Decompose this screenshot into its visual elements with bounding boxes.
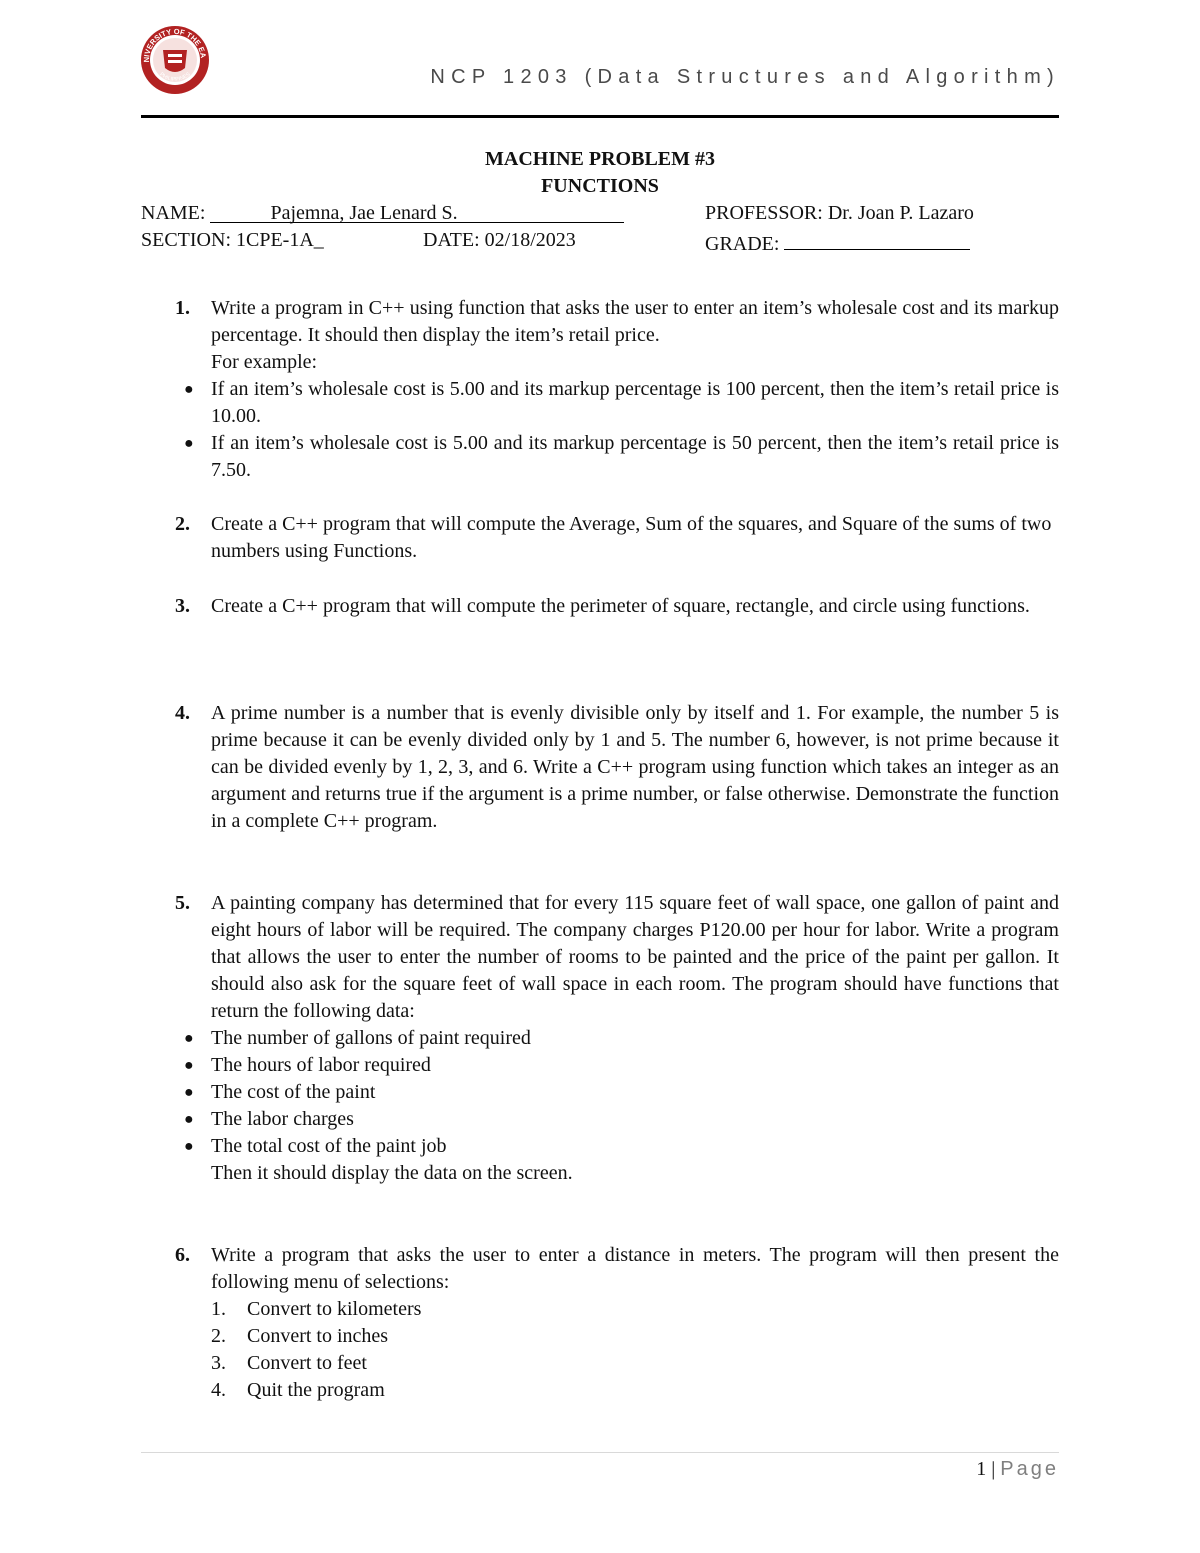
- name-row: [141, 202, 624, 225]
- closing-text: Then it should display the data on the screen.: [211, 1162, 573, 1184]
- example-label: For example:: [211, 351, 318, 373]
- list-item: ● The number of gallons of paint required: [141, 1025, 1059, 1052]
- professor-label: PROFESSOR:: [705, 202, 823, 224]
- section-row: [141, 229, 324, 252]
- university-seal-logo: [139, 24, 211, 96]
- list-item: ● The total cost of the paint job: [141, 1133, 1059, 1160]
- menu-item: 3. Convert to feet: [211, 1352, 367, 1374]
- bullet-icon: ●: [184, 435, 194, 452]
- professor-value: Dr. Joan P. Lazaro: [827, 202, 974, 224]
- bullet-icon: ●: [184, 1030, 194, 1047]
- list-item: ● If an item’s wholesale cost is 5.00 and its markup percentage is 100 percent, then the item’s retail price is 10.00.: [184, 378, 1059, 427]
- name-field: [210, 202, 624, 223]
- grade-label: GRADE:: [705, 233, 780, 255]
- question-number: 2.: [175, 513, 190, 535]
- footer-rule: [141, 1452, 1059, 1453]
- page-footer: [800, 1458, 1059, 1481]
- professor-row: [705, 202, 974, 225]
- document-title: MACHINE PROBLEM #3: [485, 148, 715, 170]
- question-number: 5.: [175, 892, 190, 914]
- bullet-icon: ●: [184, 381, 194, 398]
- date-value: 02/18/2023: [484, 229, 576, 251]
- list-item: ● The hours of labor required: [141, 1052, 1059, 1079]
- question-6: [141, 1242, 1059, 1404]
- section-label: SECTION:: [141, 229, 231, 251]
- document-subtitle: FUNCTIONS: [541, 175, 659, 197]
- logo-subtext: PHILIPPINES: [158, 71, 192, 83]
- menu-item: 1. Convert to kilometers: [211, 1298, 422, 1320]
- question-text: A prime number is a number that is evenly divisible only by itself and 1. For example, the number 5 is prime because it can be evenly divided only by 1 and 5. The number 6, however, is not prime because it can be divided evenly by 1, 2, 3, and 6. Write a C++ program using function which takes an integer as an argument and returns true if the argument is a prime number, or false otherwise. Demonstrate the function in a complete C++ program.: [211, 702, 1059, 832]
- question-number: 1.: [175, 297, 190, 319]
- question-number: 6.: [175, 1244, 190, 1266]
- list-item: ● If an item’s wholesale cost is 5.00 and its markup percentage is 50 percent, then the item’s retail price is 7.50.: [184, 432, 1059, 481]
- page-separator: |: [991, 1458, 996, 1480]
- name-value: Pajemna, Jae Lenard S.: [270, 202, 458, 224]
- question-number: 4.: [175, 702, 190, 724]
- question-text: Create a C++ program that will compute the Average, Sum of the squares, and Square of the sums of two numbers using Functions.: [211, 513, 1052, 562]
- question-number: 3.: [175, 595, 190, 617]
- question-3: [141, 593, 1059, 620]
- grade-field: [784, 229, 970, 250]
- bullet-icon: ●: [184, 1138, 194, 1155]
- date-label: DATE:: [423, 229, 480, 251]
- date-row: [423, 229, 576, 252]
- course-header: NCP 1203 (Data Structures and Algorithm): [430, 66, 1060, 88]
- question-4: [141, 700, 1059, 835]
- question-text: Create a C++ program that will compute the perimeter of square, rectangle, and circle using functions.: [211, 595, 1030, 617]
- question-text: Write a program that asks the user to enter a distance in meters. The program will then present the following menu of selections:: [211, 1244, 1059, 1293]
- bullet-icon: ●: [184, 1057, 194, 1074]
- question-text: Write a program in C++ using function that asks the user to enter an item’s wholesale cost and its markup percentage. It should then display the item’s retail price.: [211, 297, 1059, 346]
- question-text: A painting company has determined that for every 115 square feet of wall space, one gallon of paint and eight hours of labor will be required. The company charges P120.00 per hour for labor. Write a program that allows the user to enter the number of rooms to be painted and the price of the paint per gallon. It should also ask for the square feet of wall space in each room. The program should have functions that return the following data:: [211, 892, 1059, 1022]
- menu-item: 2. Convert to inches: [211, 1325, 389, 1347]
- page-number: 1: [976, 1458, 987, 1480]
- page-label: Page: [1000, 1458, 1059, 1480]
- question-5: [141, 890, 1059, 1187]
- list-item: ● The cost of the paint: [141, 1079, 1059, 1106]
- name-label: NAME:: [141, 202, 206, 224]
- logo-text: NIVERSITY OF THE EA: [141, 26, 208, 63]
- grade-row: [705, 229, 970, 256]
- bullet-icon: ●: [184, 1084, 194, 1101]
- question-1: [141, 295, 1059, 484]
- header-rule: [141, 115, 1059, 118]
- menu-item: 4. Quit the program: [211, 1379, 385, 1401]
- section-value: 1CPE-1A_: [236, 229, 324, 251]
- list-item: ● The labor charges: [141, 1106, 1059, 1133]
- question-2: [141, 511, 1059, 565]
- bullet-icon: ●: [184, 1111, 194, 1128]
